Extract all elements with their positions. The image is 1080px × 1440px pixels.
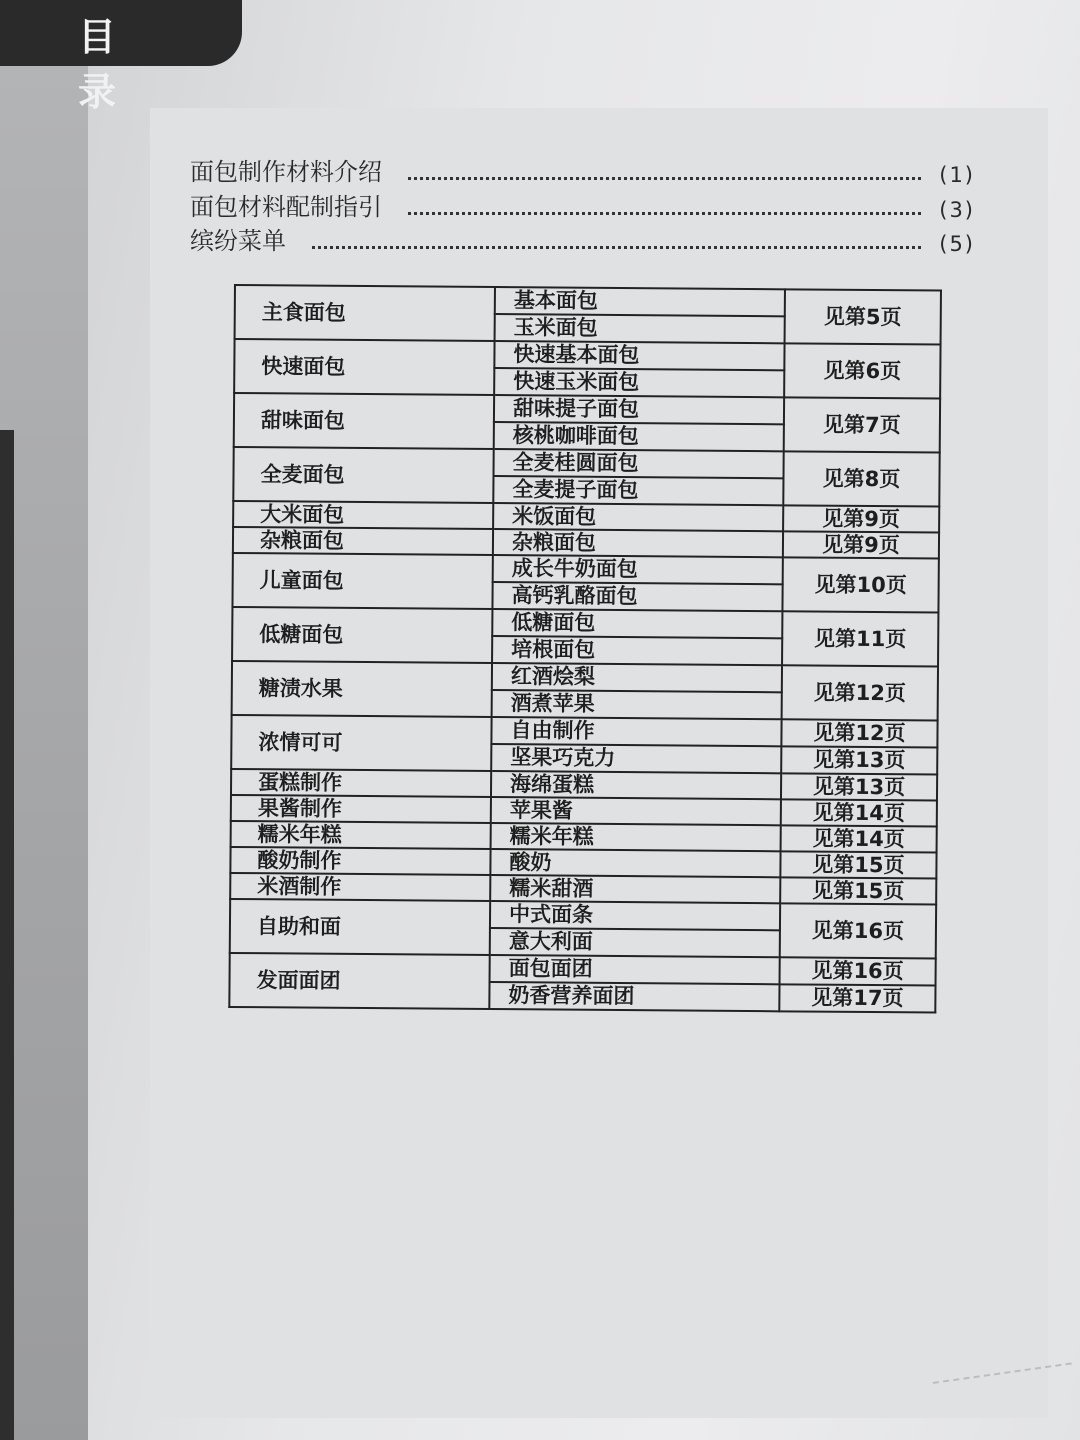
page-ref-cell: 见第16页 <box>780 903 936 958</box>
category-cell: 全麦面包 <box>233 447 493 503</box>
recipe-cell: 全麦桂圆面包 <box>493 449 783 478</box>
page-ref-cell: 见第13页 <box>781 773 937 800</box>
page-ref-cell: 见第14页 <box>781 799 937 826</box>
category-cell: 果酱制作 <box>231 795 491 823</box>
recipe-cell: 基本面包 <box>495 287 785 316</box>
recipe-cell: 低糖面包 <box>492 609 782 638</box>
page-ref-cell: 见第7页 <box>784 397 940 452</box>
category-cell: 杂粮面包 <box>233 527 493 555</box>
toc-leader-dots <box>312 245 921 249</box>
menu-table <box>228 284 942 1014</box>
category-cell: 米酒制作 <box>230 873 490 901</box>
recipe-cell: 海绵蛋糕 <box>491 771 781 799</box>
toc-entry[interactable] <box>190 221 975 256</box>
recipe-cell: 核桃咖啡面包 <box>494 422 784 451</box>
recipe-cell: 苹果酱 <box>491 797 781 825</box>
table-row <box>234 447 940 480</box>
recipe-cell: 培根面包 <box>492 636 782 665</box>
page-ref-cell: 见第9页 <box>783 531 939 558</box>
page-ref-cell: 见第14页 <box>781 825 937 852</box>
category-cell: 甜味面包 <box>234 393 494 449</box>
toc-entry-label: 面包制作材料介绍 <box>190 158 382 186</box>
table-row <box>232 661 938 694</box>
recipe-cell: 糯米甜酒 <box>490 875 780 903</box>
recipe-cell: 意大利面 <box>490 928 780 957</box>
recipe-cell: 米饭面包 <box>493 503 783 531</box>
category-cell: 浓情可可 <box>231 715 491 771</box>
toc-entry[interactable] <box>190 152 975 187</box>
page-ref-cell: 见第15页 <box>780 851 936 878</box>
recipe-cell: 中式面条 <box>490 901 780 930</box>
table-row <box>232 607 938 640</box>
page-ref-cell: 见第8页 <box>783 451 939 506</box>
category-cell: 糯米年糕 <box>231 821 491 849</box>
toc-leader-dots <box>408 211 921 215</box>
page-edge-shadow <box>0 430 14 1440</box>
recipe-cell: 成长牛奶面包 <box>493 555 783 584</box>
category-cell: 儿童面包 <box>232 553 492 609</box>
recipe-cell: 快速基本面包 <box>494 341 784 370</box>
category-cell: 低糖面包 <box>232 607 492 663</box>
table-row <box>234 339 940 372</box>
toc-entry-label: 缤纷菜单 <box>190 227 286 255</box>
page-ref-cell: 见第16页 <box>780 957 936 985</box>
category-cell: 主食面包 <box>235 285 495 341</box>
recipe-cell: 酒煮苹果 <box>492 690 782 719</box>
recipe-cell: 糯米年糕 <box>491 823 781 851</box>
recipe-cell: 杂粮面包 <box>493 529 783 557</box>
toc-entry-page: (1) <box>939 163 975 187</box>
page-ref-cell: 见第17页 <box>779 984 935 1012</box>
recipe-cell: 自由制作 <box>491 717 781 746</box>
category-cell: 大米面包 <box>233 501 493 529</box>
table-row <box>231 715 937 748</box>
category-cell: 发面面团 <box>229 953 489 1009</box>
recipe-cell: 玉米面包 <box>495 314 785 343</box>
category-cell: 自助和面 <box>230 899 490 955</box>
recipe-cell: 高钙乳酪面包 <box>492 582 782 611</box>
toc-entry-page: (5) <box>939 232 975 256</box>
page-ref-cell: 见第12页 <box>782 665 938 720</box>
page-ref-cell: 见第15页 <box>780 877 936 904</box>
page-ref-cell: 见第9页 <box>783 505 939 532</box>
toc-leader-dots <box>408 176 921 180</box>
page-ref-cell: 见第5页 <box>785 289 941 344</box>
table-row <box>235 285 941 318</box>
page-ref-cell: 见第10页 <box>782 557 938 612</box>
page-title: 目 录 <box>78 15 147 114</box>
recipe-cell: 酸奶 <box>490 849 780 877</box>
toc-entry[interactable] <box>190 187 975 222</box>
recipe-cell: 坚果巧克力 <box>491 744 781 773</box>
recipe-cell: 面包面团 <box>490 955 780 984</box>
page-ref-cell: 见第12页 <box>781 719 937 747</box>
category-cell: 酸奶制作 <box>230 847 490 875</box>
table-row <box>230 899 936 932</box>
header-tab <box>0 0 242 114</box>
recipe-cell: 快速玉米面包 <box>494 368 784 397</box>
table-row <box>233 553 939 586</box>
page-ref-cell: 见第13页 <box>781 746 937 774</box>
recipe-cell: 甜味提子面包 <box>494 395 784 424</box>
recipe-cell: 红酒烩梨 <box>492 663 782 692</box>
page-ref-cell: 见第6页 <box>784 343 940 398</box>
page-ref-cell: 见第11页 <box>782 611 938 666</box>
recipe-cell: 全麦提子面包 <box>493 476 783 505</box>
category-cell: 快速面包 <box>234 339 494 395</box>
table-row <box>234 393 940 426</box>
category-cell: 糖渍水果 <box>232 661 492 717</box>
recipe-cell: 奶香营养面团 <box>489 982 779 1011</box>
toc-entry-label: 面包材料配制指引 <box>190 193 382 221</box>
table-row <box>230 953 936 986</box>
toc-entry-page: (3) <box>939 198 975 222</box>
category-cell: 蛋糕制作 <box>231 769 491 797</box>
